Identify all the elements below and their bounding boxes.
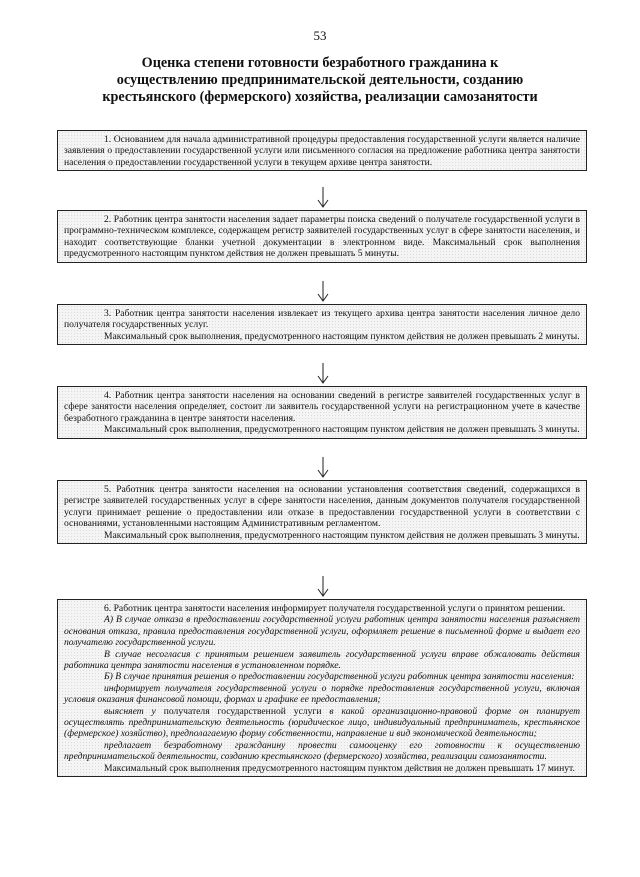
informs-verb: информирует получателя государственной услуги bbox=[104, 682, 322, 694]
title-line-1: Оценка степени готовности безработного гражданина к bbox=[141, 55, 499, 71]
finds-out-detail: в какой организационно-правовой форме он планирует осуществлять предпринимательскую деятельность (юридическое лицо, индивидуальный предприниматель, крестьянское (фермерское) хозяйство), предполагаемую форму собственности, направление и вид экономической деятельности; bbox=[64, 705, 581, 740]
arrow-down-icon bbox=[316, 363, 330, 385]
step-3-max-time: Максимальный срок выполнения, предусмотренного настоящим пунктом действия не должен превышать 2 минуты. bbox=[104, 330, 580, 342]
page-title bbox=[40, 55, 600, 106]
title-line-3: крестьянского (фермерского) хозяйства, реализации самозанятости bbox=[102, 89, 538, 105]
step-6-refusal: А) В случае отказа в предоставлении государственной услуги работник центра занятости населения разъясняет основания отказа, правила предоставления государственной услуги, оформляет решение в письменной форме и выдает его получателю государственной услуги. bbox=[64, 614, 580, 649]
page-number: 53 bbox=[313, 28, 327, 43]
step-6-offers: предлагает безработному гражданину провести самооценку его готовности к осуществлению предпринимательской деятельности, созданию крестьянского (фермерского) хозяйства, реализации самозанятости. bbox=[64, 739, 580, 763]
arrow-down-icon bbox=[316, 187, 330, 209]
step-6-disagreement: В случае несогласия с принятым решением заявитель государственной услуги вправе обжаловать действия работника центра занятости населения в установленном порядке. bbox=[64, 648, 580, 672]
step-6-finds-out bbox=[64, 706, 580, 740]
title-line-2: осуществлению предпринимательской деятельности, созданию bbox=[116, 72, 524, 88]
step-1-text: 1. Основанием для начала административной процедуры предоставления государственной услуги является наличие заявления о предоставлении государственной услуги или письменного согласия на предложение работника центра занятости населения о предоставлении государственной услуги в текущем архиве центра занятости. bbox=[64, 134, 580, 168]
step-6-approval: Б) В случае принятия решения о предоставлении государственной услуги работник центра занятости населения: bbox=[104, 671, 575, 683]
step-3-text: 3. Работник центра занятости населения извлекает из текущего архива центра занятости населения личное дело получателя государственных услуг. bbox=[64, 308, 580, 331]
step-6-informs bbox=[64, 683, 580, 706]
step-4-text: 4. Работник центра занятости населения на основании сведений в регистре заявителей государственных услуг в сфере занятости населения определяет, состоит ли заявитель государственной услуги на регистрационном учете в качестве безработного гражданина в центре занятости населения. bbox=[64, 390, 580, 424]
arrow-down-icon bbox=[316, 457, 330, 479]
step-6-max-time: Максимальный срок выполнения предусмотренного настоящим пунктом действия не должен превышать 17 минут. bbox=[104, 762, 575, 774]
arrow-down-icon bbox=[316, 281, 330, 303]
step-3-box bbox=[57, 304, 587, 345]
finds-out-verb: выясняет у bbox=[104, 705, 164, 717]
step-4-max-time: Максимальный срок выполнения, предусмотренного настоящим пунктом действия не должен превышать 3 минуты. bbox=[104, 424, 580, 436]
finds-out-recipient: получателя государственной услуги bbox=[163, 705, 330, 717]
step-1-box bbox=[57, 130, 587, 171]
informs-detail: о порядке предоставления государственной услуги, включая условия оказания финансовой помощи, формах и графике ее предоставления; bbox=[64, 682, 581, 706]
step-5-box bbox=[57, 480, 587, 544]
step-6-box bbox=[57, 599, 587, 777]
step-5-max-time: Максимальный срок выполнения, предусмотренного настоящим пунктом действия не должен превышать 3 минуты. bbox=[104, 529, 580, 541]
arrow-down-icon bbox=[316, 576, 330, 598]
step-2-box bbox=[57, 210, 587, 263]
step-2-text: 2. Работник центра занятости населения задает параметры поиска сведений о получателе государственной услуги в программно-техническом комплексе, содержащем регистр заявителей государственных услуг в сфере занятости населения, и находит соответствующие бланки учетной документации в электронном виде. Максимальный срок выполнения предусмотренного настоящим пунктом действия не должен превышать 5 минуты. bbox=[64, 214, 580, 260]
step-4-box bbox=[57, 386, 587, 439]
step-5-text: 5. Работник центра занятости населения на основании установления соответствия сведений, содержащихся в регистре заявителей государственных услуг в сфере занятости населения, данным документов получателя государственной услуги принимает решение о предоставлении или отказе в предоставлении государственной услуги в соответствии с основаниями, установленными настоящим Административным регламентом. bbox=[64, 484, 580, 530]
step-6-intro: 6. Работник центра занятости населения информирует получателя государственной услуги о принятом решении. bbox=[104, 603, 566, 614]
